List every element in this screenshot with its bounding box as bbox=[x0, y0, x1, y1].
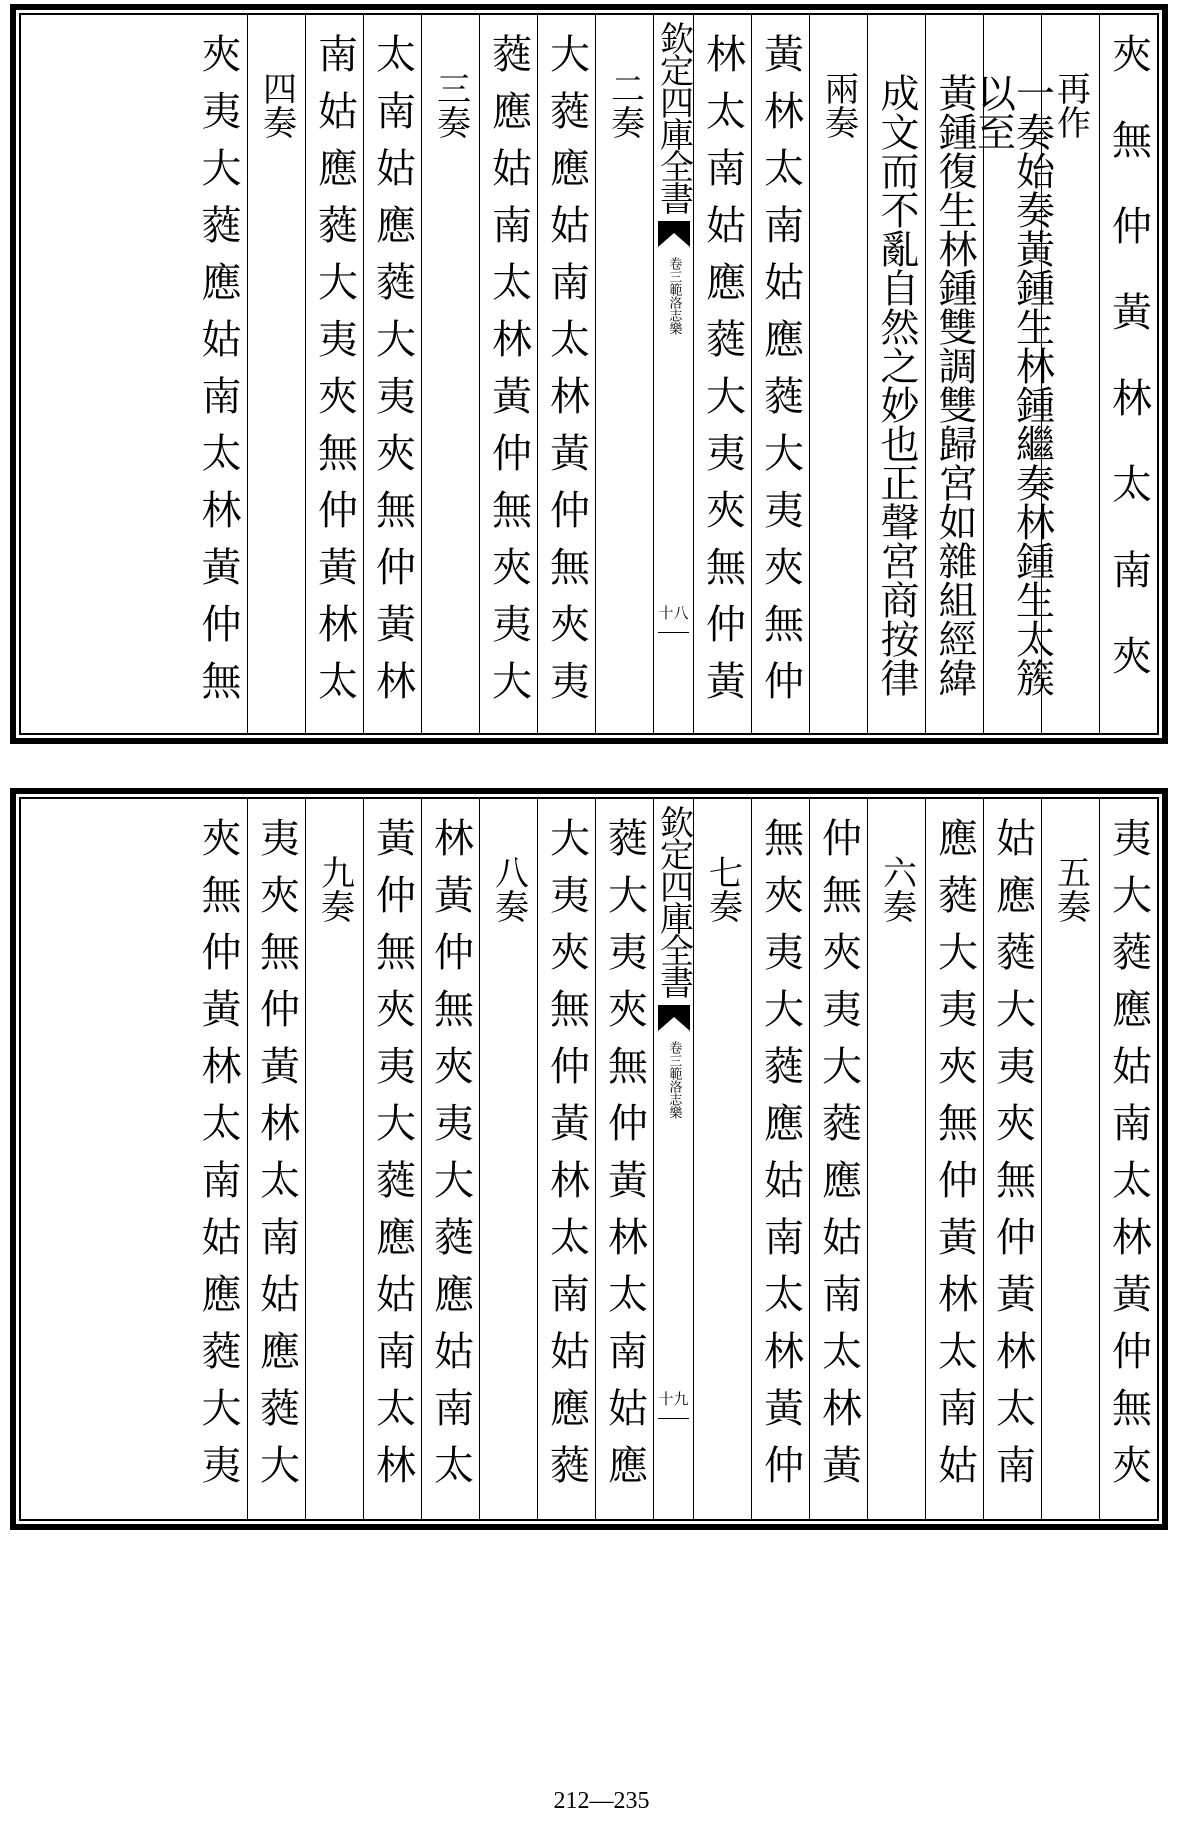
text-column bbox=[421, 15, 479, 733]
lower-page bbox=[10, 788, 1168, 1530]
column-text: 九奏 bbox=[314, 855, 355, 923]
text-column bbox=[305, 799, 363, 1519]
chapter-label-line: 範洛志樂 bbox=[666, 283, 682, 335]
text-column bbox=[867, 15, 925, 733]
text-column bbox=[595, 15, 653, 733]
column-text: 兩奏 bbox=[818, 71, 859, 139]
text-column bbox=[595, 799, 653, 1519]
column-text: 八奏 bbox=[488, 855, 529, 923]
book-title: 欽定四庫全書 bbox=[653, 21, 694, 213]
text-column bbox=[925, 15, 983, 733]
text-column bbox=[421, 799, 479, 1519]
center-fold bbox=[653, 799, 693, 1519]
book-title: 欽定四庫全書 bbox=[653, 805, 694, 997]
column-text: 仲無夾夷大蕤應姑南太林黃 bbox=[815, 817, 862, 1501]
text-column bbox=[189, 15, 247, 733]
text-column bbox=[479, 15, 537, 733]
text-column bbox=[247, 15, 305, 733]
text-column bbox=[1041, 799, 1099, 1519]
folio-rule bbox=[658, 632, 689, 633]
column-text: 夾無仲黃林太南夾 bbox=[1105, 33, 1152, 721]
column-text: 林黃仲無夾夷大蕤應姑南太 bbox=[427, 817, 474, 1501]
column-text: 五奏 bbox=[1050, 855, 1091, 923]
text-column bbox=[247, 799, 305, 1519]
folio-number: 十八 bbox=[658, 604, 689, 622]
text-column bbox=[1099, 15, 1157, 733]
column-text: 太南姑應蕤大夷夾無仲黃林 bbox=[369, 33, 416, 717]
text-column bbox=[537, 799, 595, 1519]
column-text: 一奏始奏黃鍾生林鍾繼奏林鍾生太簇以至 bbox=[970, 73, 1055, 697]
chapter-label-line: 卷三 bbox=[666, 1041, 682, 1067]
column-text: 六奏 bbox=[876, 855, 917, 923]
text-column bbox=[751, 15, 809, 733]
chapter-label bbox=[667, 1041, 681, 1119]
column-text: 蕤應姑南太林黃仲無夾夷大 bbox=[485, 33, 532, 717]
text-column bbox=[363, 15, 421, 733]
column-text: 再作 bbox=[1050, 71, 1091, 139]
upper-page-columns bbox=[19, 13, 1159, 735]
column-text: 夷夾無仲黃林太南姑應蕤大 bbox=[253, 817, 300, 1501]
center-fold bbox=[653, 15, 693, 733]
folio-rule bbox=[658, 1418, 689, 1419]
text-column bbox=[809, 799, 867, 1519]
column-text: 夷大蕤應姑南太林黃仲無夾 bbox=[1105, 817, 1152, 1501]
upper-page bbox=[10, 4, 1168, 744]
column-text: 黃仲無夾夷大蕤應姑南太林 bbox=[369, 817, 416, 1501]
text-column bbox=[537, 15, 595, 733]
column-text: 應蕤大夷夾無仲黃林太南姑 bbox=[931, 817, 978, 1501]
column-text: 三奏 bbox=[430, 71, 471, 139]
text-column bbox=[1099, 799, 1157, 1519]
column-text: 大蕤應姑南太林黃仲無夾夷 bbox=[543, 33, 590, 717]
text-column bbox=[479, 799, 537, 1519]
column-text: 夾無仲黃林太南姑應蕤大夷 bbox=[195, 817, 241, 1501]
column-text: 南姑應蕤大夷夾無仲黃林太 bbox=[311, 33, 358, 717]
chapter-label bbox=[667, 257, 681, 335]
column-text: 無夾夷大蕤應姑南太林黃仲 bbox=[757, 817, 804, 1501]
text-column bbox=[189, 799, 247, 1519]
text-column bbox=[970, 15, 1055, 733]
column-text: 黃林太南姑應蕤大夷夾無仲 bbox=[757, 33, 804, 717]
column-text: 黃鍾復生林鍾雙調雙歸宮如雜組經緯 bbox=[932, 73, 977, 697]
column-text: 七奏 bbox=[702, 855, 743, 923]
column-text: 四奏 bbox=[256, 71, 297, 139]
column-text: 成文而不亂自然之妙也正聲宮商按律 bbox=[874, 73, 919, 697]
chapter-label-line: 範洛志樂 bbox=[666, 1067, 682, 1119]
lower-page-columns bbox=[19, 797, 1159, 1521]
column-text: 姑應蕤大夷夾無仲黃林太南 bbox=[989, 817, 1036, 1501]
page-number: 212—235 bbox=[553, 1788, 650, 1814]
fishtail-mark-icon bbox=[658, 1005, 690, 1031]
text-column bbox=[809, 15, 867, 733]
column-text: 大夷夾無仲黃林太南姑應蕤 bbox=[543, 817, 590, 1501]
text-column bbox=[925, 799, 983, 1519]
column-text: 二奏 bbox=[604, 71, 645, 139]
text-column bbox=[751, 799, 809, 1519]
chapter-label-line: 卷三 bbox=[666, 257, 682, 283]
text-column bbox=[867, 799, 925, 1519]
text-column bbox=[983, 799, 1041, 1519]
column-text: 蕤大夷夾無仲黃林太南姑應 bbox=[601, 817, 648, 1501]
column-text: 夾夷大蕤應姑南太林黃仲無 bbox=[195, 33, 241, 717]
folio-number: 十九 bbox=[658, 1390, 689, 1408]
text-column bbox=[693, 799, 751, 1519]
fishtail-mark-icon bbox=[658, 221, 690, 247]
text-column bbox=[363, 799, 421, 1519]
column-text: 林太南姑應蕤大夷夾無仲黃 bbox=[699, 33, 746, 717]
text-column bbox=[693, 15, 751, 733]
text-column bbox=[305, 15, 363, 733]
